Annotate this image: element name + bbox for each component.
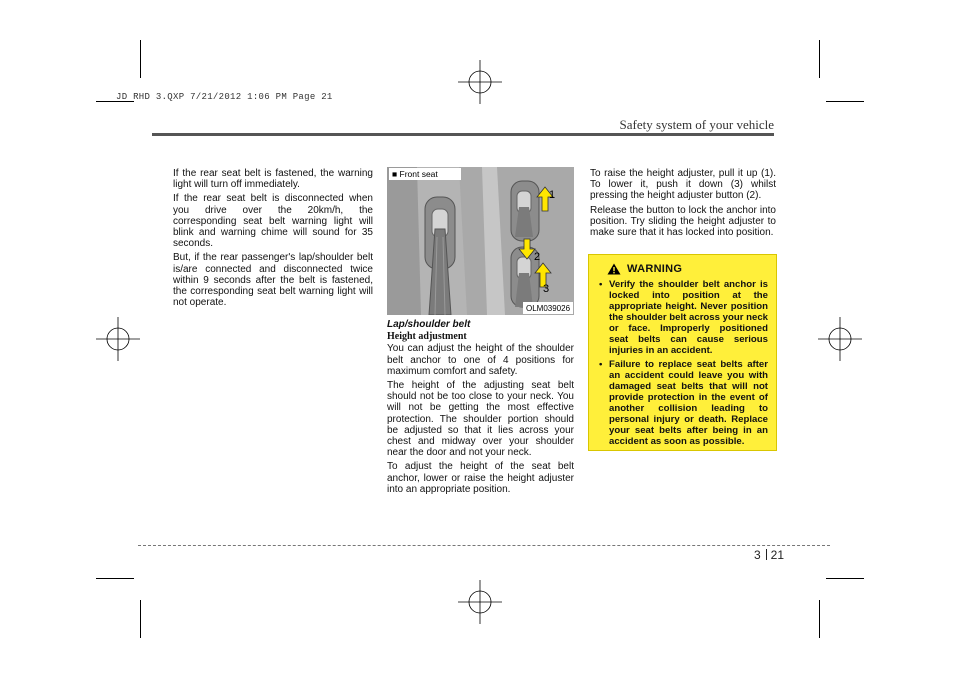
registration-mark-icon xyxy=(96,317,140,361)
paragraph: If the rear seat belt is fastened, the warning light will turn off immediately. xyxy=(173,168,373,191)
registration-mark-icon xyxy=(458,580,502,624)
paragraph: To raise the height adjuster, pull it up (1). To lower it, push it down (3) whilst pressing the height adjuster button (2). xyxy=(590,168,776,202)
figure-label: ■ Front seat xyxy=(392,169,438,179)
callout-number: 2 xyxy=(534,251,541,263)
header-rule xyxy=(152,133,774,136)
warning-box xyxy=(588,254,777,451)
page-number xyxy=(754,548,784,562)
paragraph: Release the button to lock the anchor into position. Try sliding the height adjuster to make sure that it has locked into position. xyxy=(590,204,776,239)
crop-mark xyxy=(819,40,820,78)
crop-mark xyxy=(140,40,141,78)
seat-belt-illustration xyxy=(387,167,574,315)
print-slug: JD RHD 3.QXP 7/21/2012 1:06 PM Page 21 xyxy=(116,92,333,102)
warning-title: WARNING xyxy=(627,263,683,275)
warning-list xyxy=(597,279,768,447)
registration-mark-icon xyxy=(458,60,502,104)
paragraph: To adjust the height of the seat belt anchor, lower or raise the height adjuster into an appropriate position. xyxy=(387,461,574,495)
footer-rule xyxy=(138,545,830,546)
warning-header xyxy=(607,263,768,275)
registration-mark-icon xyxy=(818,317,862,361)
crop-mark xyxy=(826,101,864,102)
text-column-middle xyxy=(387,319,574,498)
chapter-number: 3 xyxy=(753,548,761,562)
paragraph: The height of the adjusting seat belt should not be too close to your neck. You will not be getting the most effective protection. The shoulder portion should be adjusted so that it lies across your chest and midway over your shoulder near the door and not your neck. xyxy=(387,380,574,459)
page-number-value: 21 xyxy=(770,548,784,562)
paragraph: If the rear seat belt is disconnected when you drive over the 20km/h, the corresponding seat belt warning light will blink and warning chime will sound for 35 seconds. xyxy=(173,193,373,250)
paragraph: You can adjust the height of the shoulder belt anchor to one of 4 positions for maximum comfort and safety. xyxy=(387,343,574,377)
paragraph: But, if the rear passenger's lap/shoulder belt is/are connected and disconnected twice within 9 seconds after the belt is fastened, the corresponding seat belt warning light will not operate. xyxy=(173,252,373,309)
callout-number: 1 xyxy=(549,189,556,201)
subtitle: Lap/shoulder belt xyxy=(387,319,471,330)
crop-mark xyxy=(96,578,134,579)
figure-code: OLM039026 xyxy=(526,304,571,313)
section-title: Safety system of your vehicle xyxy=(619,117,774,132)
warning-item: • Failure to replace seat belts after an accident could leave you with damaged seat belts that will not provide protection in the event of another collision leading to personal injury or death. Replace your seat belts after being in an accident as soon as possible. xyxy=(597,359,768,447)
callout-number: 3 xyxy=(543,283,550,295)
warning-item: • Verify the shoulder belt anchor is locked into position at the appropriate height. Never position the shoulder belt across your neck or face. Improperly positioned seat belts can cause serious injuries in an accident. xyxy=(597,279,768,356)
crop-mark xyxy=(140,600,141,638)
crop-mark xyxy=(826,578,864,579)
seat-belt-figure xyxy=(387,167,574,315)
warning-triangle-icon xyxy=(607,263,621,275)
page-number-divider xyxy=(766,549,767,560)
crop-mark xyxy=(819,600,820,638)
text-column-left xyxy=(173,168,373,311)
subheading: Height adjustment xyxy=(387,331,467,343)
text-column-right xyxy=(590,168,776,241)
